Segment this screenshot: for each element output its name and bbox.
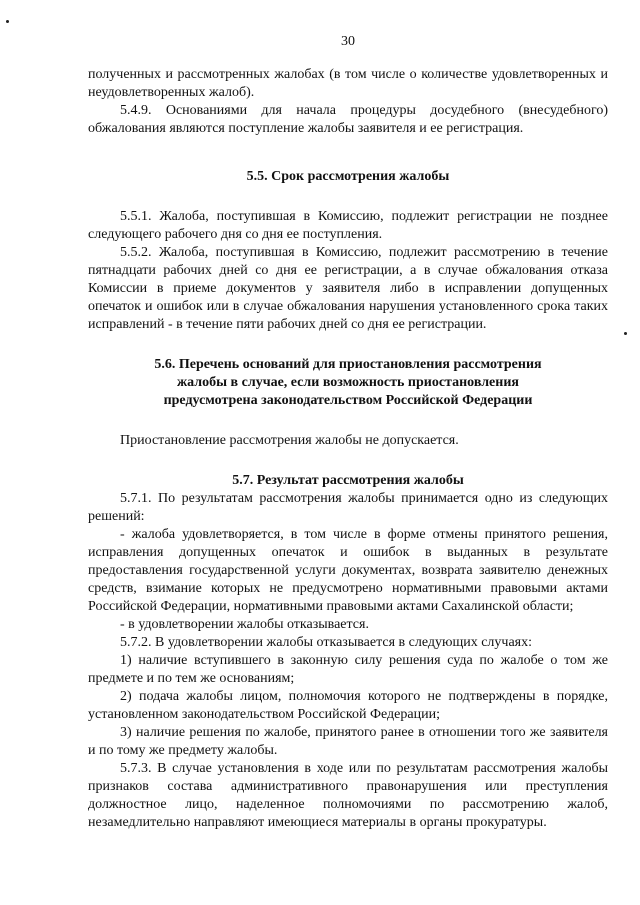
scan-mark xyxy=(6,20,9,23)
paragraph: 5.5.1. Жалоба, поступившая в Комиссию, подлежит регистрации не позднее следующего рабочего дня со дня ее поступления. xyxy=(88,209,608,242)
paragraph: - жалоба удовлетворяется, в том числе в форме отмены принятого решения, исправления допущенных опечаток и ошибок в выданных в результате предоставления государственной услуги документах, возврата заявителю денежных средств, взимание которых не предусмотрено нормативными правовыми актами Российской Федерации, нормативными правовыми актами Сахалинской области; xyxy=(88,527,608,614)
page-number: 30 xyxy=(341,34,355,49)
paragraph: - в удовлетворении жалобы отказывается. xyxy=(120,617,369,632)
scan-mark xyxy=(624,332,627,335)
heading-line: жалобы в случае, если возможность приостановления xyxy=(177,375,519,390)
section-heading-5-5: 5.5. Срок рассмотрения жалобы xyxy=(246,169,450,184)
paragraph: полученных и рассмотренных жалобах (в том числе о количестве удовлетворенных и неудовлетворенных жалоб). xyxy=(88,67,608,100)
heading-line: предусмотрена законодательством Российской Федерации xyxy=(163,393,533,408)
paragraph: 5.5.2. Жалоба, поступившая в Комиссию, подлежит рассмотрению в течение пятнадцати рабочих дней со дня ее регистрации, а в случае обжалования отказа Комиссии в приеме документов у заявителя либо в исправлении допущенных опечаток и ошибок или в случае обжалования нарушения установленного срока таких исправлений - в течение пяти рабочих дней со дня ее регистрации. xyxy=(88,245,608,332)
heading-line: 5.6. Перечень оснований для приостановления рассмотрения xyxy=(154,357,542,372)
paragraph: 1) наличие вступившего в законную силу решения суда по жалобе о том же предмете и по тем же основаниям; xyxy=(88,653,608,686)
section-heading-5-6 xyxy=(88,356,608,410)
paragraph: 2) подача жалобы лицом, полномочия которого не подтверждены в порядке, установленном законодательством Российской Федерации; xyxy=(88,689,608,722)
section-heading-5-7: 5.7. Результат рассмотрения жалобы xyxy=(232,473,464,488)
paragraph: 5.7.3. В случае установления в ходе или по результатам рассмотрения жалобы признаков состава административного правонарушения или преступления должностное лицо, наделенное полномочиями по рассмотрению жалоб, незамедлительно направляют имеющиеся материалы в органы прокуратуры. xyxy=(88,761,608,830)
paragraph: 5.7.1. По результатам рассмотрения жалобы принимается одно из следующих решений: xyxy=(88,491,608,524)
document-body xyxy=(88,66,608,832)
paragraph: 5.4.9. Основаниями для начала процедуры досудебного (внесудебного) обжалования являются поступление жалобы заявителя и ее регистрация. xyxy=(88,103,608,136)
paragraph: 3) наличие решения по жалобе, принятого ранее в отношении того же заявителя и по тому же предмету жалобы. xyxy=(88,725,608,758)
paragraph: Приостановление рассмотрения жалобы не допускается. xyxy=(120,433,459,448)
paragraph: 5.7.2. В удовлетворении жалобы отказывается в следующих случаях: xyxy=(120,635,533,650)
